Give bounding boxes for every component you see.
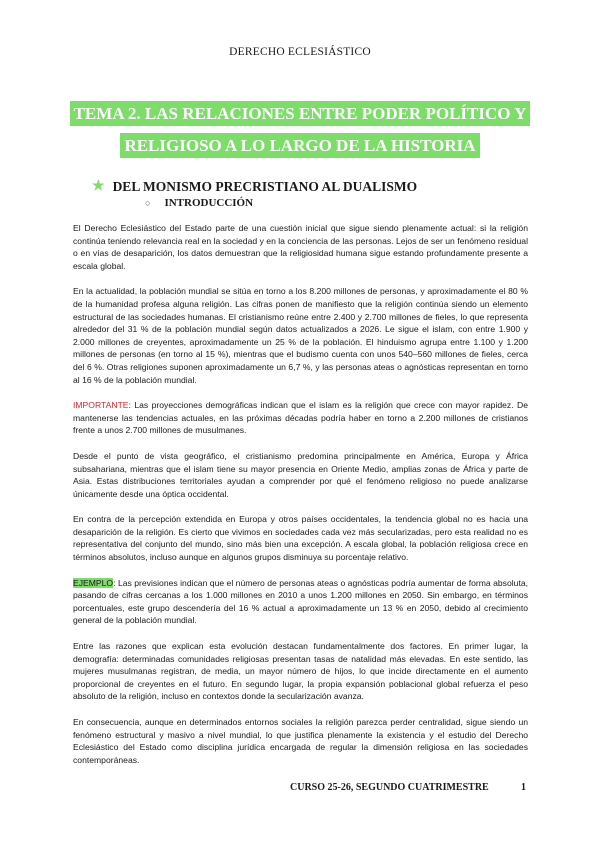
paragraph: En consecuencia, aunque en determinados entornos sociales la religión parezca perder centralidad, sigue siendo un fenómeno estructural y masivo a nivel mundial, lo que justifica plenamente la existencia y el estudio del Derecho Eclesiástico del Estado como disciplina jurídica encargada de regular la dimensión religiosa en las sociedades contemporáneas. (73, 717, 528, 765)
paragraph: En la actualidad, la población mundial se sitúa en torno a los 8.200 millones de personas, y aproximadamente el 80 % de la humanidad profesa alguna religión. Las cifras ponen de manifiesto que la religión continúa siendo un elemento estructural de las sociedades humanas. El cristianismo reúne entre 2.400 y 2.700 millones de fieles, lo que representa alrededor del 31 % de la población mundial según datos actualizados a 2026. Le sigue el islam, con entre 1.900 y 2.000 millones de creyentes, aproximadamente un 25 % de la población. El hinduismo agrupa entre 1.100 y 1.200 millones de personas (en torno al 15 %), mientras que el budismo cuenta con unos 540–560 millones de fieles, cerca del 6 %. Otras religiones suponen aproximadamente un 6,7 %, y las personas ateas o agnósticas representan en torno al 16 % de la población mundial. (73, 286, 528, 385)
star-icon: ★ (92, 179, 105, 194)
paragraph: El Derecho Eclesiástico del Estado parte de una cuestión inicial que sigue siendo plenamente actual: si la religión continúa teniendo relevancia real en la sociedad y en la conciencia de las personas. Lejos de ser un fenómeno residual o en vías de desaparición, los datos demuestran que la religiosidad humana sigue estando profundamente presente a escala global. (73, 223, 528, 271)
subsection-heading (145, 197, 253, 209)
paragraph-important (73, 399, 528, 437)
paragraph: Desde el punto de vista geográfico, el cristianismo predomina principalmente en América, Europa y África subsahariana, mientras que el islam tiene su mayor presencia en Oriente Medio, amplias zonas de África y parte de Asia. Estas distribuciones territoriales ayudan a comprender por qué el fenómeno religioso no puede analizarse únicamente desde una óptica occidental. (73, 450, 528, 499)
example-text: : Las previsiones indican que el número de personas ateas o agnósticas podría aumentar de forma absoluta, pasando de cifras cercanas a los 1.000 millones en 2010 a unos 1.200 millones en 2050. Sin embargo, en términos porcentuales, este grupo descendería del 16 % actual a aproximadamente un 13 % en 2050, debido al crecimiento general de la población mundial. (73, 577, 528, 626)
paragraph: Entre las razones que explican esta evolución destacan fundamentalmente dos factores. En primer lugar, la demografía: determinadas comunidades religiosas presentan tasas de natalidad más elevadas. En este sentido, las mujeres musulmanas registran, de media, un mayor número de hijos, lo que incide directamente en el aumento proporcional de creyentes en el futuro. En segundo lugar, la propia expansión poblacional global refuerza el peso absoluto de la religión, incluso en contextos donde la secularización avanza. (73, 641, 528, 702)
tema-title (60, 98, 540, 162)
tema-title-line2: RELIGIOSO A LO LARGO DE LA HISTORIA (120, 133, 479, 158)
important-label: IMPORTANTE (73, 400, 129, 411)
page-number: 1 (521, 782, 526, 793)
body-text (73, 222, 528, 779)
footer-course: CURSO 25-26, SEGUNDO CUATRIMESTRE (290, 782, 489, 793)
tema-title-line1: TEMA 2. LAS RELACIONES ENTRE PODER POLÍTICO Y (70, 101, 531, 126)
important-text: : Las proyecciones demográficas indican que el islam es la religión que crece con mayor rapidez. De mantenerse las tendencias actuales, en las próximas décadas podría haber en torno a 2.200 millones de cristianos frente a unos 2.700 millones de musulmanes. (73, 400, 528, 436)
paragraph: En contra de la percepción extendida en Europa y otros países occidentales, la tendencia global no es hacia una desaparición de la religión. Es cierto que vivimos en sociedades cada vez más secularizadas, pero esta realidad no es representativa del conjunto del mundo, sino más bien una excepción. A escala global, la población religiosa crece en términos absolutos, incluso aunque en algunos grupos disminuya su porcentaje relativo. (73, 514, 528, 563)
circle-icon: ○ (145, 198, 151, 208)
section-heading-text: DEL MONISMO PRECRISTIANO AL DUALISMO (112, 178, 418, 194)
example-label: EJEMPLO (73, 577, 114, 588)
section-heading (92, 178, 417, 195)
subsection-heading-text: INTRODUCCIÓN (164, 197, 254, 209)
page-header: DERECHO ECLESIÁSTICO (229, 46, 371, 58)
paragraph-example (73, 577, 528, 627)
